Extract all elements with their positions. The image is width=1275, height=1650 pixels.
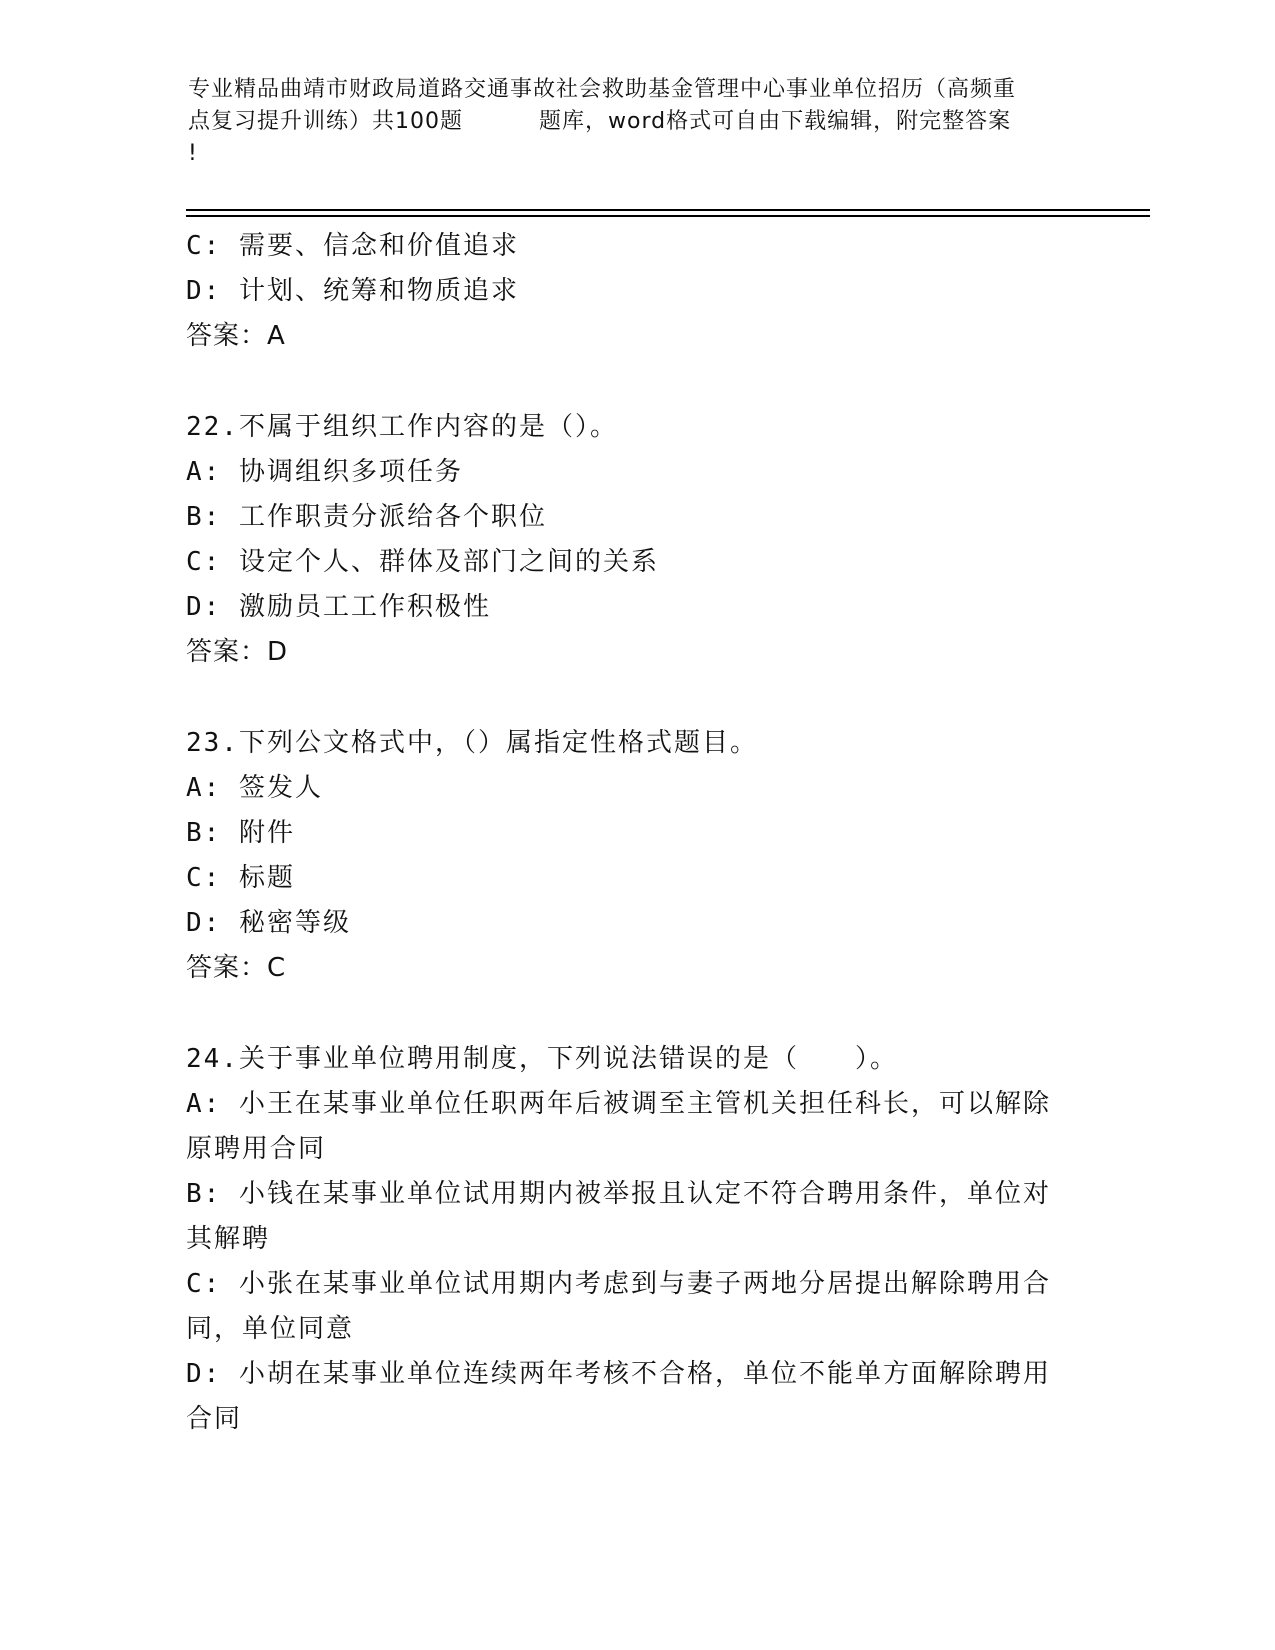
q22-option-a: A: 协调组织多项任务 [186,457,463,487]
header-line-2a: 点复习提升训练）共100题 [188,109,463,134]
header-line-2b: 题库，word格式可自由下载编辑，附完整答案 [539,109,1012,134]
header-line-1: 专业精品曲靖市财政局道路交通事故社会救助基金管理中心事业单位招历（高频重 [188,77,1017,102]
q22-answer: 答案：D [186,637,289,667]
question-24-block [186,1037,1086,1442]
question-21-block [186,224,1086,359]
question-22-block [186,405,1086,675]
q23-option-d: D: 秘密等级 [186,908,351,938]
q24-option-d-line-2: 合同 [186,1404,243,1434]
q23-option-a: A: 签发人 [186,773,323,803]
q22-option-d: D: 激励员工工作积极性 [186,592,491,622]
question-23-block [186,721,1086,991]
q23-stem: 23.下列公文格式中，（）属指定性格式题目。 [186,728,758,758]
q24-option-b-line-2: 其解聘 [186,1224,271,1254]
q21-option-d: D: 计划、统筹和物质追求 [186,276,519,306]
header-line-2 [188,106,1088,138]
header-divider-bottom [186,215,1150,217]
q21-option-c: C: 需要、信念和价值追求 [186,231,519,261]
q21-answer: 答案：A [186,321,286,351]
q23-option-b: B: 附件 [186,818,295,848]
q24-option-d-line-1: D: 小胡在某事业单位连续两年考核不合格，单位不能单方面解除聘用 [186,1359,1051,1389]
q22-option-c: C: 设定个人、群体及部门之间的关系 [186,547,659,577]
header-line-3: ! [188,141,198,166]
q23-answer: 答案：C [186,953,287,983]
q24-option-a-line-1: A: 小王在某事业单位任职两年后被调至主管机关担任科长，可以解除 [186,1089,1051,1119]
q24-option-c-line-2: 同，单位同意 [186,1314,355,1344]
q22-option-b: B: 工作职责分派给各个职位 [186,502,547,532]
question-content [186,224,1086,1442]
document-header [188,74,1088,170]
header-divider-top [186,209,1150,211]
q24-stem: 24.关于事业单位聘用制度，下列说法错误的是（ ）。 [186,1044,898,1074]
q24-option-a-line-2: 原聘用合同 [186,1134,327,1164]
q24-option-b-line-1: B: 小钱在某事业单位试用期内被举报且认定不符合聘用条件，单位对 [186,1179,1051,1209]
q22-stem: 22.不属于组织工作内容的是（）。 [186,412,618,442]
q24-option-c-line-1: C: 小张在某事业单位试用期内考虑到与妻子两地分居提出解除聘用合 [186,1269,1051,1299]
q23-option-c: C: 标题 [186,863,295,893]
